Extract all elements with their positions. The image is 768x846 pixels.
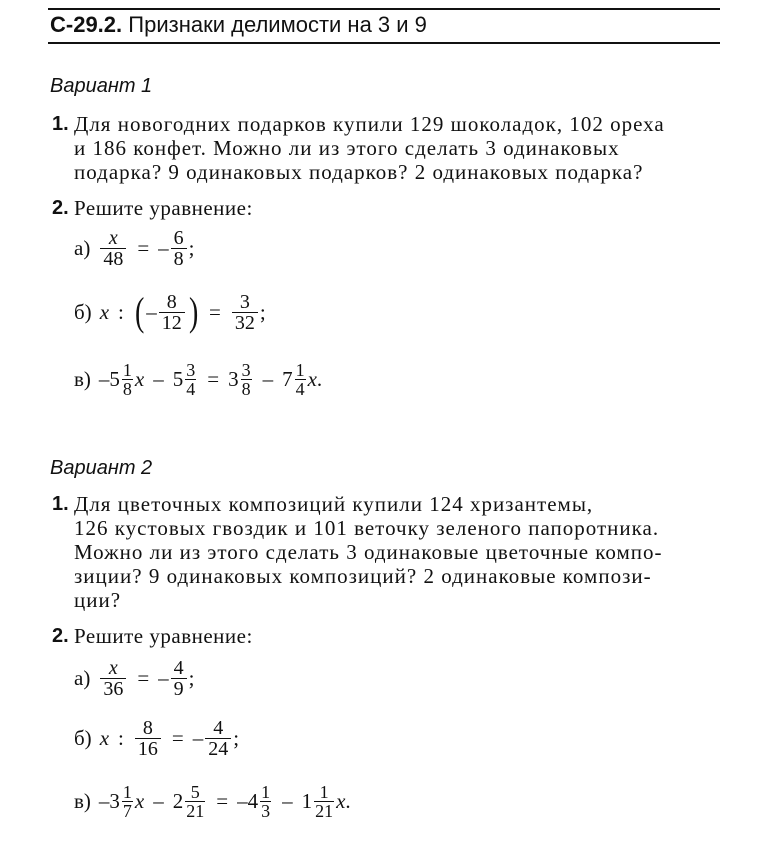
task-line: Для цветочных композиций купили 124 хризантемы, xyxy=(74,492,594,516)
punctuation: ; xyxy=(233,726,240,750)
denominator: 4 xyxy=(295,378,305,399)
minus-sign: – xyxy=(158,236,169,260)
minus-sign: – xyxy=(192,726,204,750)
variant-1-task-2 xyxy=(52,196,724,220)
denominator: 24 xyxy=(205,738,231,759)
equals-sign: = xyxy=(209,300,221,324)
denominator: 3 xyxy=(261,800,271,821)
fraction xyxy=(122,361,133,398)
variant-1-task-1 xyxy=(52,112,724,184)
equals-sign: = xyxy=(216,789,229,813)
equation-label: в) xyxy=(74,789,91,813)
task-line: Для новогодних подарков купили 129 шоколадок, 102 ореха xyxy=(74,112,665,136)
minus-sign: – xyxy=(146,300,157,324)
task-number: 2. xyxy=(52,197,69,219)
minus-sign: – xyxy=(262,367,274,391)
task-line: Можно ли из этого сделать 3 одинаковые цветочные компо- xyxy=(74,540,663,564)
variant-2-equation-a xyxy=(74,654,195,702)
task-line: и 186 конфет. Можно ли из этого сделать 3 одинаковых xyxy=(74,136,620,160)
fraction xyxy=(185,783,205,820)
whole-part: 1 xyxy=(301,789,313,813)
variant-2-equation-b xyxy=(74,714,239,762)
equation-label: а) xyxy=(74,666,91,690)
punctuation: ; xyxy=(259,300,266,324)
denominator: 7 xyxy=(122,800,132,821)
whole-part: –3 xyxy=(98,789,120,813)
variant-2-equation-c xyxy=(74,778,351,824)
fraction xyxy=(100,228,126,269)
variant-2-task-2 xyxy=(52,624,724,648)
variant-1-equation-b xyxy=(74,288,266,336)
fraction xyxy=(241,361,252,398)
task-line: 126 кустовых гвоздик и 101 веточку зеленого папоротника. xyxy=(74,516,660,540)
punctuation: ; xyxy=(188,666,195,690)
minus-sign: – xyxy=(282,789,293,813)
numerator: 6 xyxy=(173,226,184,249)
task-number: 1. xyxy=(52,113,69,135)
section-code: С-29.2. xyxy=(50,12,123,37)
left-paren: ( xyxy=(134,289,145,334)
fraction xyxy=(232,292,258,333)
denominator: 21 xyxy=(315,800,334,821)
whole-part: –5 xyxy=(98,367,120,391)
equals-sign: = xyxy=(137,666,150,690)
numerator: 3 xyxy=(186,359,196,380)
section-title: Признаки делимости на 3 и 9 xyxy=(128,12,427,37)
punctuation: ; xyxy=(188,236,195,260)
colon-sign: : xyxy=(118,300,124,324)
variable: x xyxy=(307,367,317,391)
header-bottom-rule xyxy=(48,42,720,44)
denominator: 48 xyxy=(100,248,126,269)
fraction xyxy=(100,658,126,699)
numerator: 5 xyxy=(190,781,200,802)
fraction xyxy=(122,783,133,820)
whole-part: 5 xyxy=(172,367,184,391)
variable: x xyxy=(134,789,145,813)
denominator: 8 xyxy=(241,378,251,399)
punctuation: . xyxy=(316,367,323,391)
equation-label: в) xyxy=(74,367,91,391)
fraction xyxy=(171,228,187,269)
fraction xyxy=(159,292,185,333)
right-paren: ) xyxy=(188,289,199,334)
variable: x xyxy=(134,367,145,391)
fraction xyxy=(314,783,334,820)
denominator: 36 xyxy=(100,678,126,699)
task-number: 2. xyxy=(52,625,69,647)
variable: x xyxy=(108,656,118,679)
task-line: зиции? 9 одинаковых композиций? 2 одинаковые компози- xyxy=(74,564,652,588)
fraction xyxy=(135,718,161,759)
minus-sign: – xyxy=(153,789,164,813)
denominator: 32 xyxy=(232,312,258,333)
denominator: 8 xyxy=(171,248,187,269)
minus-sign: – xyxy=(153,367,164,391)
equals-sign: = xyxy=(171,726,184,750)
numerator: 1 xyxy=(295,359,305,380)
equation-label: б) xyxy=(74,300,92,324)
numerator: 4 xyxy=(173,656,184,679)
equation-label: б) xyxy=(74,726,92,750)
numerator: 1 xyxy=(261,781,271,802)
variable: x xyxy=(108,226,118,249)
minus-sign: – xyxy=(158,666,169,690)
variant-1-equation-a xyxy=(74,224,195,272)
colon-sign: : xyxy=(118,726,124,750)
equation-label: а) xyxy=(74,236,91,260)
variant-1-title: Вариант 1 xyxy=(50,75,153,97)
fraction xyxy=(171,658,187,699)
numerator: 1 xyxy=(122,359,132,380)
whole-part: 3 xyxy=(228,367,239,391)
header-top-rule xyxy=(48,8,720,10)
denominator: 8 xyxy=(122,378,132,399)
fraction xyxy=(205,718,231,759)
task-line: ции? xyxy=(74,588,122,612)
fraction xyxy=(185,361,196,398)
denominator: 9 xyxy=(171,678,187,699)
numerator: 3 xyxy=(239,290,250,313)
whole-part: 2 xyxy=(172,789,184,813)
task-number: 1. xyxy=(52,493,69,515)
numerator: 1 xyxy=(122,781,132,802)
equals-sign: = xyxy=(137,236,150,260)
fraction xyxy=(260,783,271,820)
denominator: 4 xyxy=(186,378,196,399)
punctuation: . xyxy=(345,789,351,813)
whole-part: 7 xyxy=(282,367,293,391)
numerator: 3 xyxy=(241,359,251,380)
variable: x xyxy=(99,726,110,750)
variant-1-equation-c xyxy=(74,356,322,402)
task-text: Решите уравнение: xyxy=(74,196,253,220)
variant-2-task-1 xyxy=(52,492,724,612)
numerator: 1 xyxy=(319,781,329,802)
variable: x xyxy=(99,300,110,324)
task-line: подарка? 9 одинаковых подарков? 2 одинаковых подарка? xyxy=(74,160,644,184)
numerator: 8 xyxy=(142,716,153,739)
task-text: Решите уравнение: xyxy=(74,624,253,648)
variable: x xyxy=(336,789,346,813)
numerator: 4 xyxy=(213,716,224,739)
denominator: 16 xyxy=(135,738,161,759)
numerator: 8 xyxy=(166,290,177,313)
equals-sign: = xyxy=(207,367,220,391)
fraction xyxy=(295,361,306,398)
variant-2-title: Вариант 2 xyxy=(50,457,153,479)
denominator: 21 xyxy=(186,800,205,821)
denominator: 12 xyxy=(159,312,185,333)
page-title xyxy=(50,12,427,38)
whole-part: –4 xyxy=(237,789,259,813)
